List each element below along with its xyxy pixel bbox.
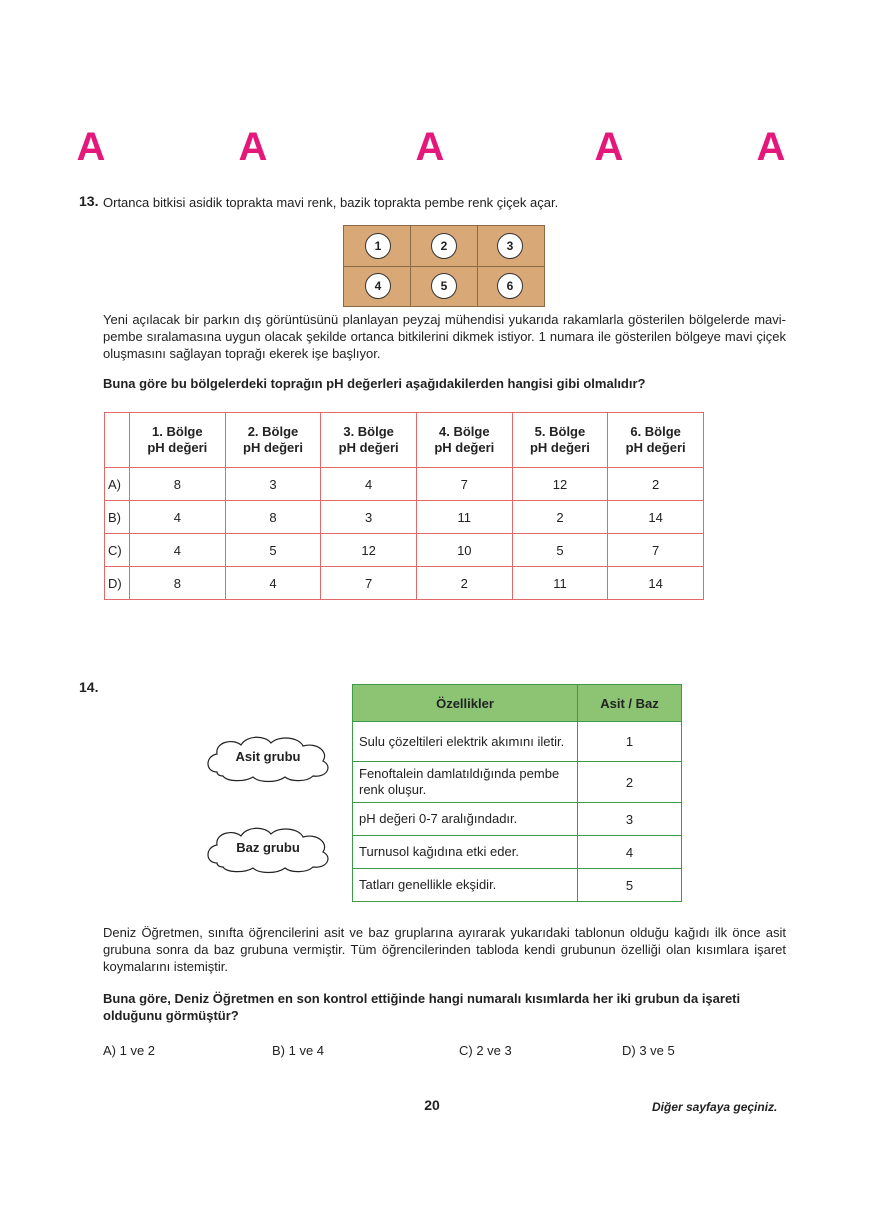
question-13-number: 13.	[79, 193, 99, 209]
property-text: Tatları genellikle ekşidir.	[353, 869, 578, 902]
table-row	[105, 567, 704, 600]
table-cell: 5	[225, 534, 321, 567]
plot-label: 1	[365, 233, 391, 259]
answer-option-b[interactable]: B) 1 ve 4	[272, 1043, 325, 1058]
table-cell: 10	[416, 534, 512, 567]
table-cell: 4	[130, 501, 226, 534]
question-13-paragraph: Yeni açılacak bir parkın dış görüntüsünü planlayan peyzaj mühendisi yukarıda rakamlarla gösterilen bölgelerde mavi-pembe sıralamasına uygun olacak şekilde ortanca bitkilerini dikmek istiyor. 1 numara ile gösterilen bölgeye mavi çiçek oluşmasını sağlayan toprağı ekerek işe başlıyor.	[103, 312, 786, 361]
table-cell: 2	[416, 567, 512, 600]
table-cell: 2	[608, 468, 704, 501]
question-14-number: 14.	[79, 679, 99, 695]
table-cell: 11	[512, 567, 608, 600]
answer-option-d[interactable]: D) 3 ve 5	[622, 1043, 675, 1058]
table-row	[105, 534, 704, 567]
table-cell: 14	[608, 567, 704, 600]
table-row	[353, 836, 682, 869]
table-cell: 2	[512, 501, 608, 534]
plot-label: 2	[431, 233, 457, 259]
property-number: 2	[578, 762, 682, 803]
question-13-question: Buna göre bu bölgelerdeki toprağın pH değerleri aşağıdakilerden hangisi gibi olmalıdır?	[103, 376, 646, 391]
next-page-note: Diğer sayfaya geçiniz.	[652, 1100, 778, 1114]
plot-label: 4	[365, 273, 391, 299]
table-cell: 8	[130, 567, 226, 600]
table-cell: 11	[416, 501, 512, 534]
booklet-letter: A	[415, 125, 445, 169]
answer-option-a[interactable]: A) 1 ve 2	[103, 1043, 156, 1058]
table-row	[105, 501, 704, 534]
option-label: A)	[105, 468, 130, 501]
property-text: Sulu çözeltileri elektrik akımını iletir.	[353, 722, 578, 762]
properties-table	[352, 684, 682, 902]
option-label: C)	[105, 534, 130, 567]
table-cell: 14	[608, 501, 704, 534]
question-14-question: Buna göre, Deniz Öğretmen en son kontrol ettiğinde hangi numaralı kısımlarda her iki grubun da işareti olduğunu görmüştür?	[103, 991, 741, 1023]
property-number: 3	[578, 803, 682, 836]
table-cell: 12	[512, 468, 608, 501]
table-header-row	[105, 413, 704, 468]
option-label: B)	[105, 501, 130, 534]
booklet-letter: A	[594, 125, 624, 169]
answer-option-c[interactable]: C) 2 ve 3	[459, 1043, 512, 1058]
question-14-paragraph: Deniz Öğretmen, sınıfta öğrencilerini asit ve baz gruplarına ayırarak yukarıdaki tablonun olduğu kağıdı ilk önce asit grubuna sonra da baz grubuna vermiştir. Tüm öğrencilerinden tabloda kendi grubunun özelliği olan kısımlara işaret koymalarını istemiştir.	[103, 925, 786, 974]
question-13-intro: Ortanca bitkisi asidik toprakta mavi renk, bazik toprakta pembe renk çiçek açar.	[103, 195, 559, 210]
ph-options-table	[104, 412, 704, 600]
table-row	[353, 869, 682, 902]
table-header: 6. Bölge pH değeri	[608, 413, 704, 468]
table-row	[353, 762, 682, 803]
table-cell: 4	[225, 567, 321, 600]
table-cell: 7	[608, 534, 704, 567]
table-row	[353, 722, 682, 762]
table-header: Asit / Baz	[578, 685, 682, 722]
plot-label: 3	[497, 233, 523, 259]
table-cell: 7	[416, 468, 512, 501]
table-cell: 7	[321, 567, 417, 600]
table-cell: 4	[321, 468, 417, 501]
table-header: Özellikler	[353, 685, 578, 722]
table-header: 2. Bölge pH değeri	[225, 413, 321, 468]
property-number: 4	[578, 836, 682, 869]
plot-label: 6	[497, 273, 523, 299]
table-cell: 8	[225, 501, 321, 534]
table-header: 1. Bölge pH değeri	[130, 413, 226, 468]
property-text: pH değeri 0-7 aralığındadır.	[353, 803, 578, 836]
table-header: 5. Bölge pH değeri	[512, 413, 608, 468]
table-cell: 4	[130, 534, 226, 567]
base-group-label: Baz grubu	[236, 840, 300, 855]
table-cell: 3	[321, 501, 417, 534]
booklet-letter: A	[756, 125, 786, 169]
plot-label: 5	[431, 273, 457, 299]
property-number: 1	[578, 722, 682, 762]
table-row	[105, 468, 704, 501]
page-number: 20	[424, 1097, 440, 1113]
table-header: 3. Bölge pH değeri	[321, 413, 417, 468]
acid-group-label: Asit grubu	[235, 749, 301, 764]
plot-grid	[343, 225, 545, 307]
option-label: D)	[105, 567, 130, 600]
table-header: 4. Bölge pH değeri	[416, 413, 512, 468]
table-cell: 5	[512, 534, 608, 567]
table-cell: 8	[130, 468, 226, 501]
property-text: Turnusol kağıdına etki eder.	[353, 836, 578, 869]
table-header-row	[353, 685, 682, 722]
property-number: 5	[578, 869, 682, 902]
property-text: Fenoftalein damlatıldığında pembe renk oluşur.	[353, 762, 578, 803]
booklet-letter: A	[76, 125, 106, 169]
table-cell: 12	[321, 534, 417, 567]
table-row	[353, 803, 682, 836]
booklet-letter: A	[238, 125, 268, 169]
table-cell: 3	[225, 468, 321, 501]
